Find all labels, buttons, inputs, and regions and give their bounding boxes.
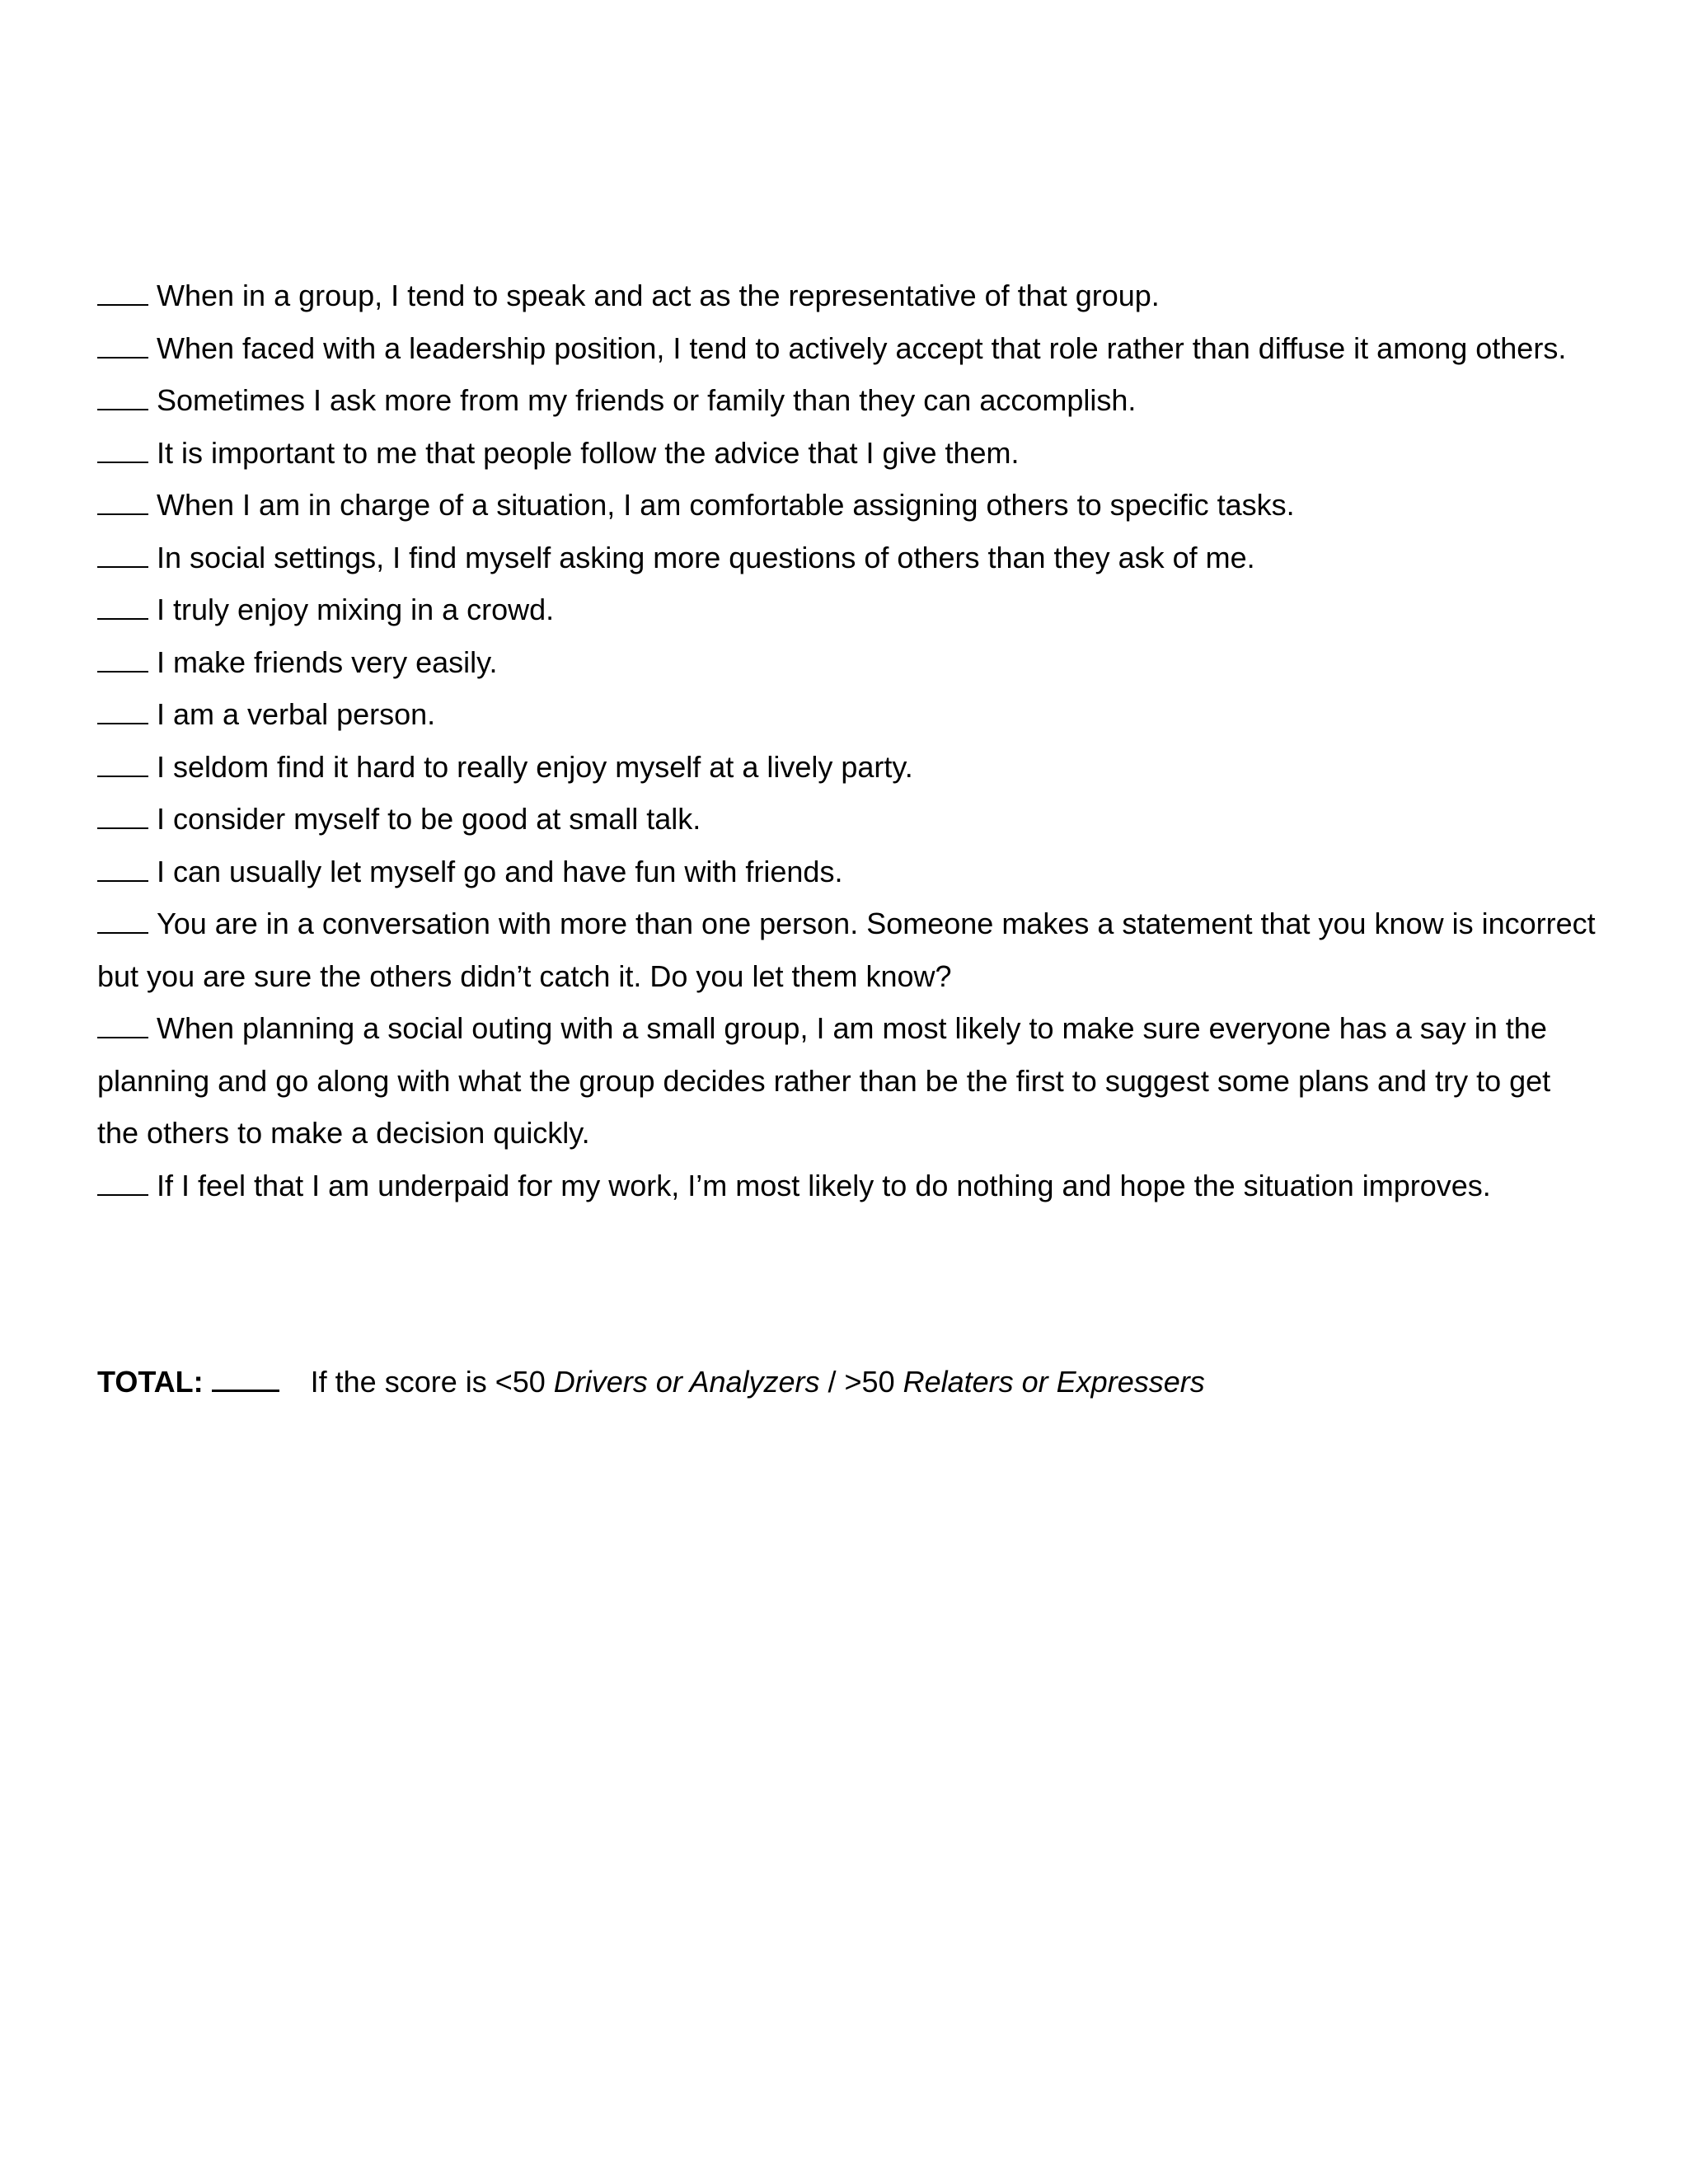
questionnaire-item (97, 269, 1597, 322)
item-text: It is important to me that people follow the advice that I give them. (157, 435, 1020, 470)
item-text: When faced with a leadership position, I tend to actively accept that role rather than diffuse it among others. (157, 330, 1567, 365)
questionnaire-item (97, 793, 1597, 846)
answer-blank[interactable] (97, 858, 148, 882)
total-label: TOTAL: (97, 1365, 204, 1399)
item-text: I am a verbal person. (157, 697, 436, 731)
item-text: Sometimes I ask more from my friends or family than they can accomplish. (157, 383, 1137, 417)
total-blank[interactable] (212, 1367, 279, 1392)
answer-blank[interactable] (97, 805, 148, 829)
questionnaire-item (97, 374, 1597, 427)
item-text: I make friends very easily. (157, 644, 498, 679)
questionnaire-item (97, 532, 1597, 584)
questionnaire-item (97, 583, 1597, 636)
score-intro: If the score is <50 (310, 1365, 554, 1399)
questionnaire-item (97, 741, 1597, 794)
answer-blank[interactable] (97, 335, 148, 359)
item-text: I can usually let myself go and have fun with friends. (157, 854, 843, 888)
questionnaire-items (97, 269, 1597, 1212)
questionnaire-item (97, 1002, 1597, 1160)
answer-blank[interactable] (97, 701, 148, 724)
answer-blank[interactable] (97, 439, 148, 463)
item-text: When I am in charge of a situation, I am comfortable assigning others to specific tasks. (157, 488, 1295, 522)
answer-blank[interactable] (97, 282, 148, 306)
questionnaire-item (97, 898, 1597, 1002)
answer-blank[interactable] (97, 649, 148, 673)
item-text: When planning a social outing with a small group, I am most likely to make sure everyone has a say in the planning and go along with what the group decides rather than be the first to suggest some plans and try to get the others to make a decision quickly. (97, 1011, 1551, 1150)
item-text: You are in a conversation with more than one person. Someone makes a statement that you know is incorrect but you are sure the others didn’t catch it. Do you let them know? (97, 907, 1596, 993)
answer-blank[interactable] (97, 910, 148, 934)
answer-blank[interactable] (97, 753, 148, 777)
item-text: In social settings, I find myself asking more questions of others than they ask of me. (157, 540, 1255, 574)
answer-blank[interactable] (97, 1015, 148, 1038)
high-score-group: Relaters or Expressers (903, 1365, 1205, 1399)
answer-blank[interactable] (97, 491, 148, 515)
questionnaire-item (97, 688, 1597, 741)
total-line (97, 1356, 1597, 1408)
item-text: I truly enjoy mixing in a crowd. (157, 593, 555, 626)
questionnaire-item (97, 322, 1597, 375)
questionnaire-item (97, 427, 1597, 480)
questionnaire-item (97, 636, 1597, 689)
questionnaire-item (97, 1160, 1597, 1212)
item-text: If I feel that I am underpaid for my work, I’m most likely to do nothing and hope the situation improves. (157, 1168, 1491, 1202)
item-text: I seldom find it hard to really enjoy myself at a lively party. (157, 749, 913, 784)
low-score-group: Drivers or Analyzers (553, 1365, 820, 1399)
answer-blank[interactable] (97, 596, 148, 620)
score-separator: / >50 (819, 1365, 903, 1399)
answer-blank[interactable] (97, 1172, 148, 1196)
item-text: When in a group, I tend to speak and act as the representative of that group. (157, 279, 1160, 312)
answer-blank[interactable] (97, 387, 148, 410)
item-text: I consider myself to be good at small talk. (157, 802, 701, 836)
answer-blank[interactable] (97, 544, 148, 568)
questionnaire-item (97, 846, 1597, 898)
questionnaire-item (97, 479, 1597, 532)
